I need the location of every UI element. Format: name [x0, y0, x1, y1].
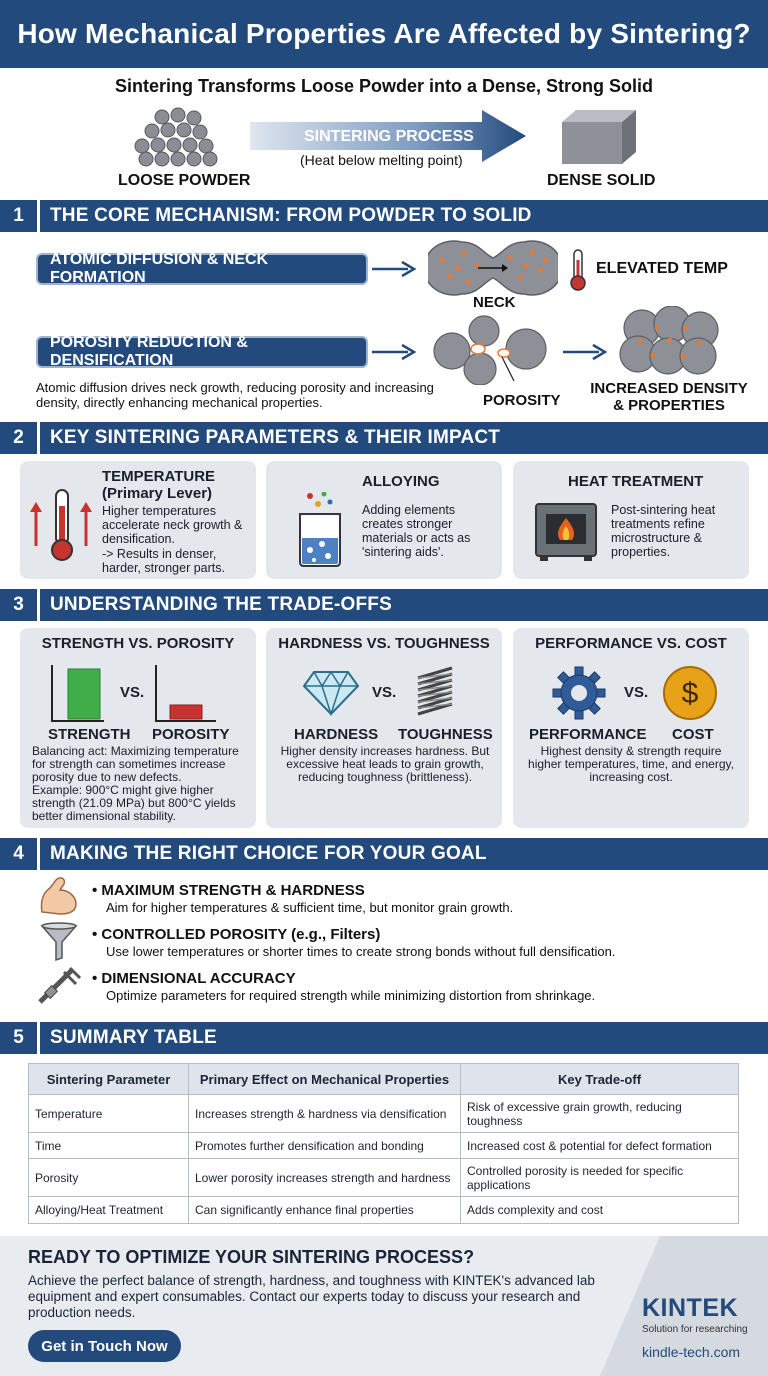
arrow-right-icon: [372, 260, 416, 278]
goal-porosity-title: • CONTROLLED POROSITY (e.g., Filters): [92, 926, 381, 943]
strength-label: STRENGTH: [48, 726, 131, 743]
section-5-number: 5: [0, 1022, 40, 1054]
arrow-right-icon: [563, 343, 607, 361]
kintek-logo: KINTEK: [642, 1294, 739, 1322]
result-label: INCREASED DENSITY & PROPERTIES: [590, 380, 748, 414]
porosity-particles-icon: [430, 315, 554, 385]
hardness-label: HARDNESS: [294, 726, 379, 743]
hero-subtitle: Sintering Transforms Loose Powder into a Dense, Strong Solid: [114, 76, 654, 96]
card-performance-cost-text: Highest density & strength require higher temperatures, time, and energy, increasing cost.: [528, 744, 734, 784]
table-header-effect: Primary Effect on Mechanical Properties: [189, 1064, 461, 1095]
table-row: [29, 1197, 739, 1224]
diamond-icon: [302, 670, 360, 716]
footer-heading: READY TO OPTIMIZE YOUR SINTERING PROCESS?: [28, 1247, 475, 1267]
vs-label: VS.: [624, 684, 649, 701]
goal-strength-desc: Aim for higher temperatures & sufficient time, but monitor grain growth.: [106, 900, 514, 915]
thermometer-icon: [567, 248, 589, 292]
table-cell: Porosity: [29, 1159, 189, 1197]
table-cell: Adds complexity and cost: [461, 1197, 739, 1224]
step-densification: POROSITY REDUCTION & DENSIFICATION: [36, 336, 368, 368]
page-title: How Mechanical Properties Are Affected by Sintering?: [0, 0, 768, 68]
vs-label: VS.: [372, 684, 397, 701]
process-note: (Heat below melting point): [300, 152, 463, 168]
card-hardness-toughness-text: Higher density increases hardness. But excessive heat leads to grain growth, reducing toughness (brittleness).: [280, 744, 490, 784]
section-2-number: 2: [0, 422, 40, 454]
arrow-right-icon: [372, 343, 416, 361]
porosity-label: POROSITY: [152, 726, 230, 743]
section-4-title: MAKING THE RIGHT CHOICE FOR YOUR GOAL: [50, 843, 487, 864]
section-5-title: SUMMARY TABLE: [50, 1027, 217, 1048]
footer-text: Achieve the perfect balance of strength, hardness, and toughness with KINTEK's advanced lab equipment and expert consumables. Contact our experts today to discuss your research and production needs.: [28, 1273, 595, 1320]
card-alloying-title: ALLOYING: [362, 473, 440, 490]
loose-powder-label: LOOSE POWDER: [118, 172, 251, 189]
table-cell: Promotes further densification and bonding: [189, 1133, 461, 1159]
table-cell: Time: [29, 1133, 189, 1159]
table-cell: Lower porosity increases strength and hardness: [189, 1159, 461, 1197]
table-cell: Controlled porosity is needed for specific applications: [461, 1159, 739, 1197]
card-strength-porosity-text: Balancing act: Maximizing temperature for strength can sometimes increase porosity due to new defects.: [32, 744, 239, 784]
goal-porosity-desc: Use lower temperatures or shorter times to create strong bonds without full densification.: [106, 944, 616, 959]
section-1-header: [0, 200, 768, 232]
section-3-header: [0, 589, 768, 621]
goal-accuracy-desc: Optimize parameters for required strength while minimizing distortion from shrinkage.: [106, 988, 596, 1003]
neck-particles-icon: [428, 238, 558, 298]
mechanism-description: Atomic diffusion drives neck growth, reducing porosity and increasing density, directly enhancing mechanical properties.: [36, 380, 434, 410]
card-temperature-result: -> Results in denser, harder, stronger parts.: [102, 547, 225, 575]
card-performance-cost-title: PERFORMANCE VS. COST: [535, 635, 727, 652]
step-neck-formation: ATOMIC DIFFUSION & NECK FORMATION: [36, 253, 368, 285]
neck-label: NECK: [473, 294, 516, 311]
gear-icon: [552, 666, 606, 720]
porosity-label: POROSITY: [483, 392, 561, 409]
vs-label: VS.: [120, 684, 145, 701]
table-header-tradeoff: Key Trade-off: [461, 1064, 739, 1095]
card-alloying-text: Adding elements creates stronger materials or acts as 'sintering aids'.: [362, 503, 471, 559]
coin-icon: [662, 665, 718, 721]
website-link[interactable]: kindle-tech.com: [642, 1344, 741, 1360]
process-label: SINTERING PROCESS: [304, 128, 474, 145]
strength-bar-icon: [50, 665, 106, 723]
card-heat-treatment-title: HEAT TREATMENT: [568, 473, 704, 490]
section-3-number: 3: [0, 589, 40, 621]
card-temperature-title: TEMPERATURE: [102, 468, 216, 485]
section-1-number: 1: [0, 200, 40, 232]
summary-table: [28, 1063, 739, 1224]
card-temperature-text: Higher temperatures accelerate neck growth & densification.: [102, 504, 243, 546]
table-cell: Risk of excessive grain growth, reducing toughness: [461, 1095, 739, 1133]
goal-accuracy-title: • DIMENSIONAL ACCURACY: [92, 970, 296, 987]
get-in-touch-button[interactable]: Get in Touch Now: [28, 1330, 181, 1362]
toughness-label: TOUGHNESS: [398, 726, 493, 743]
table-row: [29, 1159, 739, 1197]
muscle-arm-icon: [38, 876, 80, 916]
section-1-title: THE CORE MECHANISM: FROM POWDER TO SOLID: [50, 205, 532, 226]
cost-label: COST: [672, 726, 714, 743]
table-cell: Increases strength & hardness via densification: [189, 1095, 461, 1133]
funnel-icon: [40, 922, 78, 962]
section-4-number: 4: [0, 838, 40, 870]
table-cell: Temperature: [29, 1095, 189, 1133]
temperature-rise-icon: [28, 488, 100, 564]
table-cell: Increased cost & potential for defect formation: [461, 1133, 739, 1159]
spring-icon: [412, 664, 458, 722]
table-header-parameter: Sintering Parameter: [29, 1064, 189, 1095]
section-2-title: KEY SINTERING PARAMETERS & THEIR IMPACT: [50, 427, 501, 448]
performance-label: PERFORMANCE: [529, 726, 647, 743]
card-heat-treatment-text: Post-sintering heat treatments refine microstructure & properties.: [611, 503, 716, 559]
loose-powder-icon: [128, 104, 228, 168]
beaker-icon: [294, 492, 346, 568]
porosity-bar-icon: [154, 665, 218, 723]
section-2-header: [0, 422, 768, 454]
section-4-header: [0, 838, 768, 870]
section-5-header: [0, 1022, 768, 1054]
dense-cluster-icon: [618, 306, 722, 376]
elevated-temp-label: ELEVATED TEMP: [596, 260, 728, 277]
kintek-tagline: Solution for researching: [642, 1324, 748, 1335]
card-strength-porosity-example: Example: 900°C might give higher strength (21.09 MPa) but 800°C yields better dimensional stability.: [32, 783, 236, 823]
dense-solid-label: DENSE SOLID: [547, 172, 656, 189]
goal-strength-title: • MAXIMUM STRENGTH & HARDNESS: [92, 882, 365, 899]
table-row: [29, 1133, 739, 1159]
table-cell: Alloying/Heat Treatment: [29, 1197, 189, 1224]
card-hardness-toughness-title: HARDNESS VS. TOUGHNESS: [278, 635, 490, 652]
table-cell: Can significantly enhance final properties: [189, 1197, 461, 1224]
table-row: [29, 1095, 739, 1133]
svg-text:$: $: [681, 677, 699, 710]
caliper-icon: [36, 966, 82, 1006]
card-strength-porosity-title: STRENGTH VS. POROSITY: [41, 635, 235, 652]
dense-solid-icon: [552, 108, 642, 168]
section-3-title: UNDERSTANDING THE TRADE-OFFS: [50, 594, 392, 615]
furnace-icon: [534, 502, 598, 562]
card-temperature-subtitle: (Primary Lever): [102, 485, 213, 502]
